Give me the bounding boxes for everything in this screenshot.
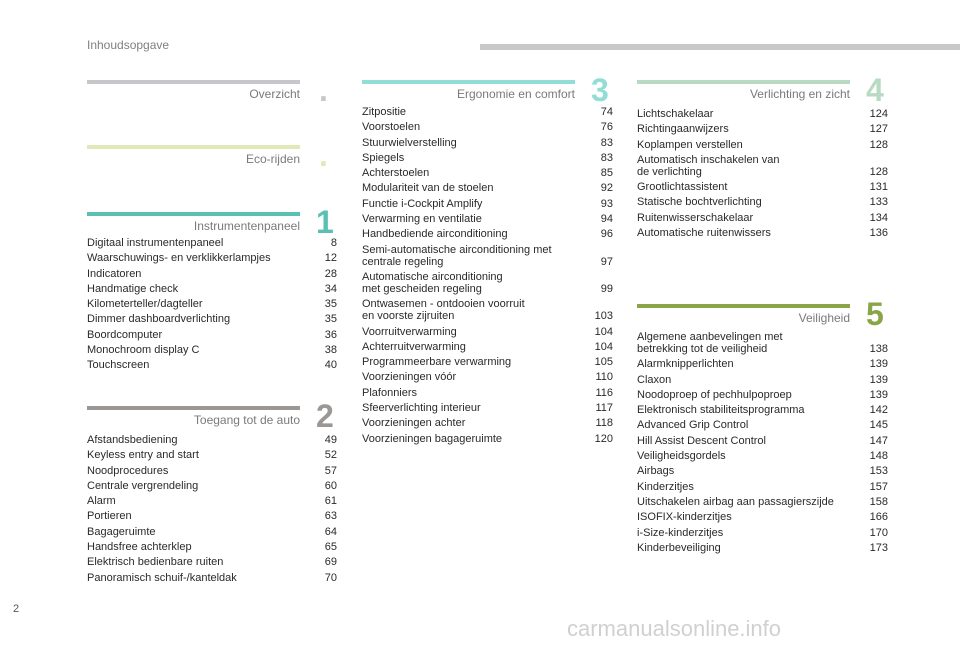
toc-entry-page: 104 xyxy=(594,340,613,353)
toc-entry-page: 124 xyxy=(869,108,888,120)
toc-entry-page: 74 xyxy=(600,106,613,118)
toc-entry-page: 134 xyxy=(869,211,888,224)
section-title: Instrumentenpaneel xyxy=(193,219,300,233)
section-title: Verlichting en zicht xyxy=(749,87,850,101)
toc-entry-page: 118 xyxy=(595,417,613,430)
section-bar xyxy=(362,80,575,84)
toc-entry-page: 104 xyxy=(594,325,613,338)
toc-list xyxy=(362,106,613,448)
toc-entry-title: Voorruitverwarming xyxy=(362,325,457,338)
toc-entry-page: 8 xyxy=(330,237,337,249)
section-title: Eco-rijden xyxy=(245,152,300,166)
section-number: . xyxy=(319,72,328,108)
toc-entry-page: 35 xyxy=(324,298,337,311)
toc-entry-title: Handmatige check xyxy=(87,282,179,295)
toc-entry-page: 85 xyxy=(600,167,613,180)
toc-entry-title: Automatisch inschakelen van de verlichting xyxy=(637,153,780,178)
section-title: Toegang tot de auto xyxy=(193,413,300,427)
toc-entry[interactable] xyxy=(87,283,337,295)
toc-entry[interactable] xyxy=(637,527,888,539)
toc-entry-page: 99 xyxy=(600,282,613,295)
toc-entry[interactable] xyxy=(637,358,888,370)
toc-entry[interactable] xyxy=(87,541,337,553)
toc-entry[interactable] xyxy=(637,227,888,239)
toc-entry[interactable] xyxy=(362,433,613,445)
toc-entry-page: 166 xyxy=(869,511,888,524)
toc-entry-title: Afstandsbediening xyxy=(87,434,178,446)
toc-entry[interactable] xyxy=(362,167,613,179)
toc-entry-page: 128 xyxy=(869,165,888,178)
toc-entry[interactable] xyxy=(362,417,613,429)
toc-entry[interactable] xyxy=(637,181,888,193)
toc-entry-title: Portieren xyxy=(87,510,132,523)
toc-entry-title: Keyless entry and start xyxy=(87,449,199,462)
toc-entry-page: 38 xyxy=(324,344,337,357)
toc-entry[interactable] xyxy=(87,480,337,492)
toc-entry[interactable] xyxy=(637,511,888,523)
toc-entry-title: Statische bochtverlichting xyxy=(637,196,762,209)
toc-entry-page: 158 xyxy=(869,495,888,508)
toc-entry-page: 127 xyxy=(869,123,888,136)
toc-entry-title: Plafonniers xyxy=(362,386,418,399)
toc-entry-page: 133 xyxy=(869,196,888,209)
toc-entry[interactable] xyxy=(362,244,613,268)
toc-entry-page: 12 xyxy=(324,252,337,265)
toc-entry-title: Elektronisch stabiliteitsprogramma xyxy=(637,404,805,417)
toc-entry[interactable] xyxy=(362,326,613,338)
toc-entry[interactable] xyxy=(637,465,888,477)
toc-list xyxy=(637,331,888,557)
toc-entry-title: Noodprocedures xyxy=(87,464,169,477)
toc-entry-title: Lichtschakelaar xyxy=(637,108,714,120)
section-bar xyxy=(87,406,300,410)
toc-entry-page: 76 xyxy=(600,121,613,134)
toc-entry-title: Ontwasemen - ontdooien voorruit en voorste zijruiten xyxy=(362,298,525,323)
toc-entry-title: Veiligheidsgordels xyxy=(637,450,726,463)
toc-entry-page: 173 xyxy=(869,541,888,554)
toc-entry-page: 142 xyxy=(869,404,888,417)
toc-entry-page: 138 xyxy=(869,343,888,355)
toc-entry[interactable] xyxy=(637,331,888,355)
toc-entry[interactable] xyxy=(637,542,888,554)
toc-entry-title: Waarschuwings- en verklikkerlampjes xyxy=(87,252,271,265)
toc-entry[interactable] xyxy=(87,510,337,522)
toc-entry[interactable] xyxy=(87,237,337,249)
toc-entry-title: Elektrisch bedienbare ruiten xyxy=(87,556,224,569)
section-number: . xyxy=(319,137,328,173)
toc-entry-title: Kilometerteller/dagteller xyxy=(87,298,203,311)
toc-entry[interactable] xyxy=(87,359,337,371)
toc-entry-title: Handbediende airconditioning xyxy=(362,228,508,241)
toc-entry[interactable] xyxy=(87,572,337,584)
toc-entry[interactable] xyxy=(637,481,888,493)
toc-entry-page: 35 xyxy=(324,313,337,326)
toc-entry[interactable] xyxy=(637,123,888,135)
toc-entry-title: Richtingaanwijzers xyxy=(637,123,729,136)
toc-entry-title: Alarm xyxy=(87,495,116,508)
section-title: Veiligheid xyxy=(798,311,850,325)
section-bar xyxy=(87,145,300,149)
toc-entry-page: 52 xyxy=(324,449,337,462)
toc-entry[interactable] xyxy=(637,496,888,508)
toc-entry-page: 70 xyxy=(324,571,337,584)
toc-entry[interactable] xyxy=(637,389,888,401)
section-number: 2 xyxy=(316,398,334,434)
toc-entry[interactable] xyxy=(87,556,337,568)
toc-entry-title: Hill Assist Descent Control xyxy=(637,434,766,447)
toc-entry[interactable] xyxy=(362,106,613,118)
toc-entry-title: Uitschakelen airbag aan passagierszijde xyxy=(637,495,834,508)
toc-entry-page: 153 xyxy=(869,465,888,478)
toc-entry[interactable] xyxy=(637,374,888,386)
toc-entry[interactable] xyxy=(362,356,613,368)
toc-entry-page: 61 xyxy=(324,495,337,508)
toc-entry-page: 60 xyxy=(324,479,337,492)
toc-entry-title: Digitaal instrumentenpaneel xyxy=(87,237,224,249)
toc-entry[interactable] xyxy=(87,449,337,461)
toc-entry-page: 83 xyxy=(600,136,613,149)
toc-entry-page: 147 xyxy=(869,434,888,447)
section-number: 4 xyxy=(866,72,884,108)
toc-entry-title: Achterstoelen xyxy=(362,167,430,180)
toc-entry-page: 92 xyxy=(600,182,613,195)
section-bar xyxy=(87,80,300,84)
toc-entry[interactable] xyxy=(637,108,888,120)
toc-entry-page: 57 xyxy=(324,464,337,477)
toc-entry-page: 36 xyxy=(324,328,337,341)
toc-entry-title: i-Size-kinderzitjes xyxy=(637,526,724,539)
toc-entry-title: Zitpositie xyxy=(362,106,407,118)
toc-entry-page: 139 xyxy=(869,373,888,386)
toc-entry-page: 65 xyxy=(324,541,337,554)
toc-entry-title: Alarmknipperlichten xyxy=(637,358,734,371)
toc-list xyxy=(87,237,337,375)
toc-entry-title: Achterruitverwarming xyxy=(362,340,466,353)
toc-entry-page: 83 xyxy=(600,151,613,164)
toc-entry-page: 103 xyxy=(594,310,613,323)
toc-entry[interactable] xyxy=(362,298,613,322)
toc-entry-page: 131 xyxy=(869,181,888,194)
toc-entry[interactable] xyxy=(362,387,613,399)
toc-entry[interactable] xyxy=(637,154,888,178)
toc-entry[interactable] xyxy=(637,435,888,447)
toc-entry-title: Centrale vergrendeling xyxy=(87,479,199,492)
toc-entry-page: 136 xyxy=(869,227,888,240)
toc-entry[interactable] xyxy=(637,139,888,151)
toc-entry-title: Spiegels xyxy=(362,151,405,164)
toc-entry-page: 120 xyxy=(594,432,613,445)
toc-entry[interactable] xyxy=(362,341,613,353)
toc-entry[interactable] xyxy=(637,196,888,208)
toc-entry-title: Algemene aanbevelingen met betrekking tot de veiligheid xyxy=(637,331,783,355)
toc-entry-title: Claxon xyxy=(637,373,672,386)
toc-entry-page: 139 xyxy=(869,358,888,371)
toc-entry-page: 28 xyxy=(324,267,337,280)
toc-entry-title: Functie i-Cockpit Amplify xyxy=(362,197,483,210)
toc-entry[interactable] xyxy=(362,228,613,240)
toc-entry-title: Voorzieningen achter xyxy=(362,417,466,430)
page-header-title: Inhoudsopgave xyxy=(87,38,170,52)
toc-entry-page: 145 xyxy=(869,419,888,432)
toc-entry-page: 105 xyxy=(594,356,613,369)
toc-list xyxy=(637,108,888,242)
toc-entry-title: Panoramisch schuif-/kanteldak xyxy=(87,571,237,584)
toc-entry-title: Kinderbeveiliging xyxy=(637,541,721,554)
toc-entry[interactable] xyxy=(362,182,613,194)
toc-entry-page: 139 xyxy=(869,388,888,401)
toc-entry-title: Modulariteit van de stoelen xyxy=(362,182,494,195)
toc-entry-title: Indicatoren xyxy=(87,267,142,280)
toc-list xyxy=(87,434,337,587)
toc-entry-title: Sfeerverlichting interieur xyxy=(362,402,481,415)
toc-entry-title: Bagageruimte xyxy=(87,525,156,538)
toc-entry[interactable] xyxy=(637,450,888,462)
toc-entry-title: Voorstoelen xyxy=(362,121,421,134)
toc-entry[interactable] xyxy=(362,121,613,133)
toc-entry-title: ISOFIX-kinderzitjes xyxy=(637,511,732,524)
toc-entry-title: Verwarming en ventilatie xyxy=(362,213,482,226)
toc-entry-title: Automatische airconditioning met gescheiden regeling xyxy=(362,270,503,295)
toc-entry-page: 94 xyxy=(600,213,613,226)
toc-entry[interactable] xyxy=(87,526,337,538)
section-bar xyxy=(87,212,300,216)
toc-entry-page: 117 xyxy=(595,402,613,415)
section-number: 5 xyxy=(866,296,884,332)
toc-entry-title: Programmeerbare verwarming xyxy=(362,356,512,369)
toc-entry[interactable] xyxy=(362,271,613,295)
toc-entry-title: Touchscreen xyxy=(87,359,150,372)
toc-entry[interactable] xyxy=(637,419,888,431)
section-number: 3 xyxy=(591,72,609,108)
toc-entry-title: Monochroom display C xyxy=(87,344,200,357)
page-number: 2 xyxy=(13,603,20,615)
section-bar xyxy=(637,304,850,308)
toc-entry-page: 148 xyxy=(869,450,888,463)
toc-entry-page: 170 xyxy=(869,526,888,539)
toc-entry[interactable] xyxy=(362,152,613,164)
toc-entry-page: 49 xyxy=(324,434,337,446)
section-bar xyxy=(637,80,850,84)
watermark: carmanualsonline.info xyxy=(567,616,782,641)
toc-entry[interactable] xyxy=(362,213,613,225)
toc-entry-page: 96 xyxy=(600,228,613,241)
toc-entry[interactable] xyxy=(87,268,337,280)
toc-entry-page: 116 xyxy=(595,386,613,399)
toc-entry-title: Voorzieningen vóór xyxy=(362,371,457,384)
toc-entry-title: Noodoproep of pechhulpoproep xyxy=(637,388,792,401)
toc-entry-page: 40 xyxy=(324,359,337,372)
toc-entry[interactable] xyxy=(637,404,888,416)
toc-entry[interactable] xyxy=(362,402,613,414)
toc-entry[interactable] xyxy=(87,298,337,310)
toc-entry-title: Grootlichtassistent xyxy=(637,181,728,194)
header-rule xyxy=(480,44,960,50)
toc-entry[interactable] xyxy=(87,329,337,341)
toc-entry-title: Koplampen verstellen xyxy=(637,138,743,151)
toc-entry-title: Voorzieningen bagageruimte xyxy=(362,432,503,445)
toc-entry[interactable] xyxy=(362,371,613,383)
toc-entry[interactable] xyxy=(87,252,337,264)
toc-entry-title: Dimmer dashboardverlichting xyxy=(87,313,231,326)
toc-entry-page: 97 xyxy=(600,255,613,268)
toc-entry-page: 110 xyxy=(595,371,613,384)
toc-entry-title: Advanced Grip Control xyxy=(637,419,749,432)
toc-entry-title: Ruitenwisserschakelaar xyxy=(637,211,754,224)
toc-entry[interactable] xyxy=(87,344,337,356)
toc-entry-page: 157 xyxy=(869,480,888,493)
toc-entry-title: Boordcomputer xyxy=(87,328,163,341)
toc-entry-page: 69 xyxy=(324,556,337,569)
toc-entry-page: 34 xyxy=(324,282,337,295)
toc-entry-title: Kinderzitjes xyxy=(637,480,694,493)
toc-entry-title: Airbags xyxy=(637,465,675,478)
toc-entry-title: Semi-automatische airconditioning met centrale regeling xyxy=(362,243,552,268)
toc-entry-page: 63 xyxy=(324,510,337,523)
toc-entry-title: Stuurwielverstelling xyxy=(362,136,457,149)
toc-entry-page: 64 xyxy=(324,525,337,538)
section-title: Overzicht xyxy=(249,87,300,101)
toc-entry-title: Handsfree achterklep xyxy=(87,541,192,554)
toc-entry-title: Automatische ruitenwissers xyxy=(637,227,771,240)
toc-entry[interactable] xyxy=(87,313,337,325)
toc-entry[interactable] xyxy=(362,198,613,210)
section-number: 1 xyxy=(316,204,334,240)
toc-entry-page: 93 xyxy=(600,197,613,210)
toc-entry[interactable] xyxy=(87,465,337,477)
section-title: Ergonomie en comfort xyxy=(456,87,575,101)
toc-entry[interactable] xyxy=(87,434,337,446)
toc-entry[interactable] xyxy=(87,495,337,507)
toc-entry[interactable] xyxy=(637,212,888,224)
toc-entry-page: 128 xyxy=(869,138,888,151)
toc-entry[interactable] xyxy=(362,137,613,149)
